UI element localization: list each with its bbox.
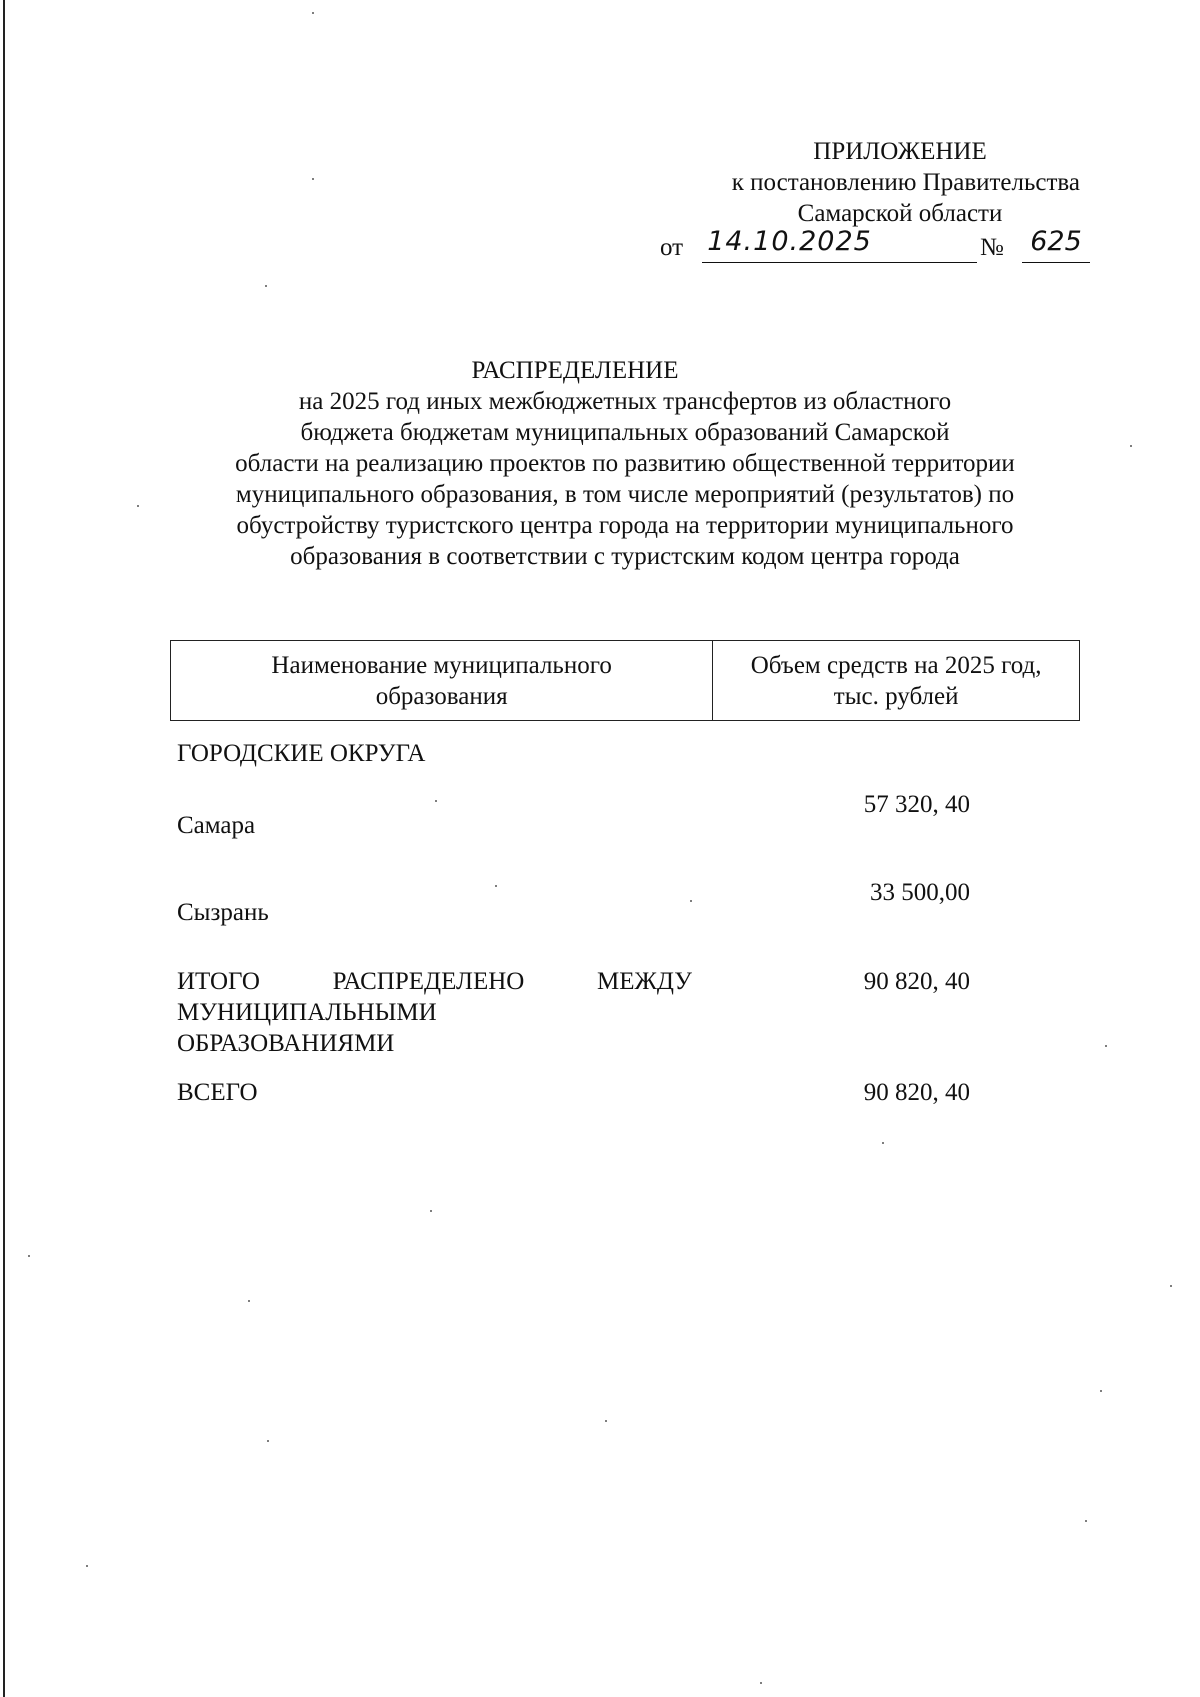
scan-edge-line <box>3 0 5 1697</box>
scan-speck <box>495 885 497 887</box>
section-heading: ГОРОДСКИЕ ОКРУГА <box>177 740 426 767</box>
annex-heading: ПРИЛОЖЕНИЕ <box>813 138 987 165</box>
scan-speck <box>137 505 139 507</box>
scan-speck <box>605 1420 607 1422</box>
handwritten-date: 14.10.2025 <box>702 226 877 263</box>
total-word-1: ИТОГО <box>177 968 260 995</box>
scan-speck <box>1085 1520 1087 1522</box>
header-municipality-line2: образования <box>375 683 508 710</box>
row-name: Самара <box>177 812 256 839</box>
scan-speck <box>1105 1045 1107 1047</box>
header-amount <box>713 641 1080 721</box>
scan-speck <box>430 1210 432 1212</box>
scan-speck <box>882 1142 884 1144</box>
scan-speck <box>690 900 692 902</box>
total-label-line2: МУНИЦИПАЛЬНЫМИ <box>177 999 437 1026</box>
total-word-3: МЕЖДУ <box>597 968 692 995</box>
header-amount-line1: Объем средств на 2025 год, <box>750 652 1042 679</box>
table-header <box>170 640 1080 721</box>
scan-speck <box>435 800 437 802</box>
annex-block <box>640 136 1082 261</box>
header-amount-line2: тыс. рублей <box>833 683 959 710</box>
scan-speck <box>1100 1390 1102 1392</box>
annex-line-resolution: к постановлению Правительства <box>731 169 1080 196</box>
scan-speck <box>1170 1285 1172 1287</box>
scan-speck <box>1130 445 1132 447</box>
total-label-line3: ОБРАЗОВАНИЯМИ <box>177 1030 395 1057</box>
annex-line-region: Самарской области <box>797 200 1003 227</box>
total-label-line1 <box>177 966 692 997</box>
scan-speck <box>28 1255 30 1257</box>
row-value: 33 500,00 <box>870 879 970 906</box>
scan-speck <box>86 1565 88 1567</box>
scan-speck <box>248 1300 250 1302</box>
number-prefix: № <box>980 234 1004 261</box>
scan-speck <box>312 178 314 180</box>
handwritten-number: 625 <box>1022 226 1090 263</box>
annex-date-number-line <box>660 226 1090 266</box>
document-subtitle: на 2025 год иных межбюджетных трансфертов из областного бюджета бюджетам муниципальных образований Самарской области на реализацию проектов по развитию общественной территории муниципального образования, в том числе мероприятий (результатов) по обустройству туристского центра города на территории муниципального образования в соответствии с туристским кодом центра города <box>235 388 1015 570</box>
row-name: Сызрань <box>177 899 269 926</box>
date-underline <box>877 262 977 263</box>
scan-speck <box>760 1682 762 1684</box>
scan-speck <box>267 1440 269 1442</box>
header-municipality <box>171 641 713 721</box>
total-label <box>177 966 692 1059</box>
scan-speck <box>265 285 267 287</box>
total-word-2: РАСПРЕДЕЛЕНО <box>332 968 525 995</box>
document-title: РАСПРЕДЕЛЕНИЕ <box>471 357 679 384</box>
date-prefix: от <box>660 234 684 261</box>
grand-total-label: ВСЕГО <box>177 1079 258 1106</box>
total-value: 90 820, 40 <box>863 968 970 995</box>
scan-speck <box>312 12 314 14</box>
grand-total-value: 90 820, 40 <box>863 1079 970 1106</box>
row-value: 57 320, 40 <box>863 791 970 818</box>
header-municipality-line1: Наименование муниципального <box>271 652 612 679</box>
